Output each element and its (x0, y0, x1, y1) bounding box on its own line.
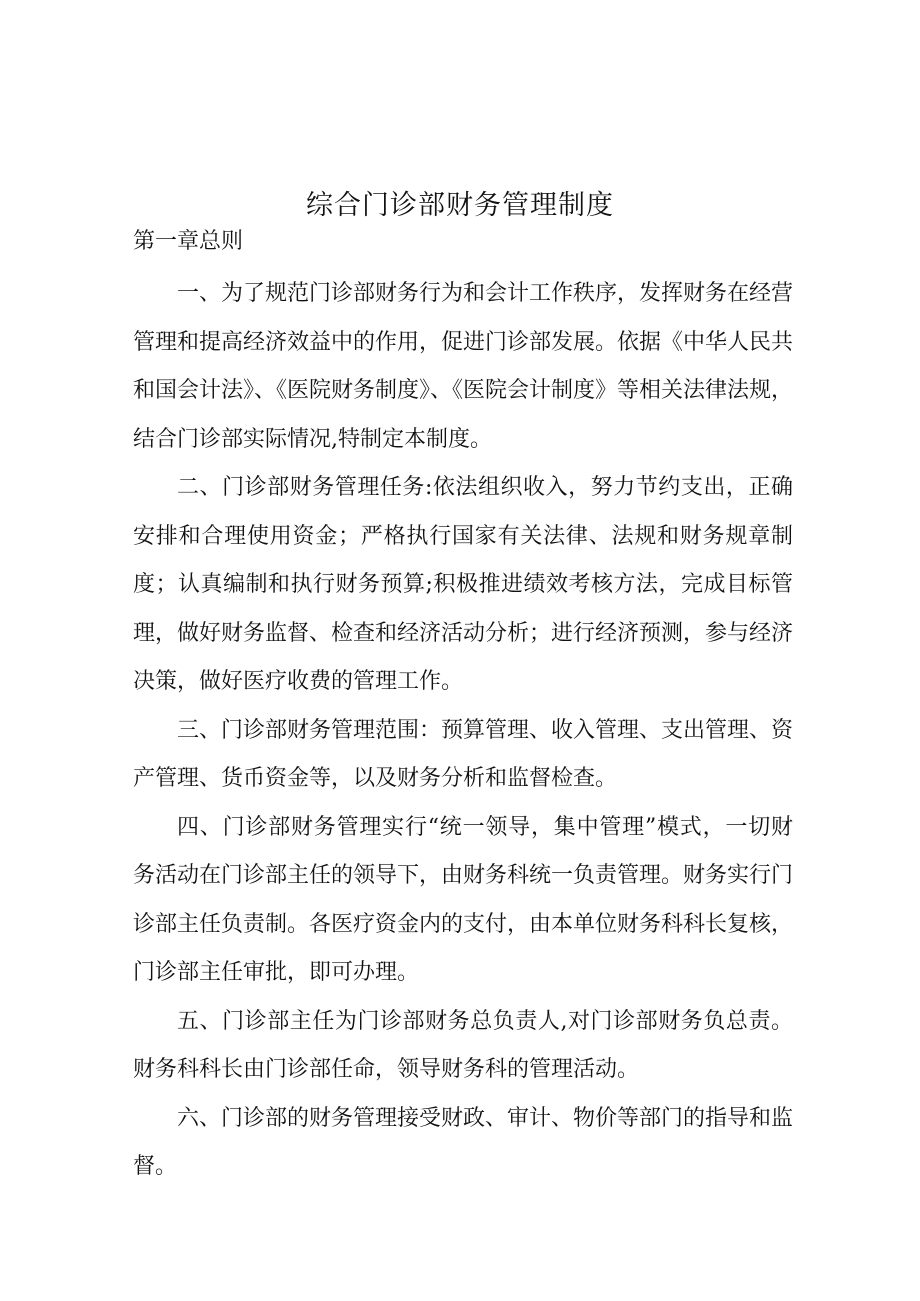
paragraph-2: 二、门诊部财务管理任务:依法组织收入，努力节约支出，正确安排和合理使用资金；严格执行国家有关法律、法规和财务规章制度；认真编制和执行财务预算;积极推进绩效考核方法，完成目标管理，做好财务监督、检查和经济活动分析；进行经济预测，参与经济决策，做好医疗收费的管理工作。 (133, 475, 794, 694)
chapter-heading: 第一章总则 (133, 229, 244, 254)
paragraph-1: 一、为了规范门诊部财务行为和会计工作秩序，发挥财务在经营管理和提高经济效益中的作用，促进门诊部发展。依据《中华人民共和国会计法》、《医院财务制度》、《医院会计制度》等相关法律法规，结合门诊部实际情况,特制定本制度。 (133, 281, 794, 452)
document-body (133, 270, 793, 1192)
page-title: 综合门诊部财务管理制度 (306, 190, 614, 222)
paragraph-3: 三、门诊部财务管理范围：预算管理、收入管理、支出管理、资产管理、货币资金等，以及财务分析和监督检查。 (133, 717, 794, 791)
paragraph-6: 六、门诊部的财务管理接受财政、审计、物价等部门的指导和监督。 (133, 1105, 794, 1179)
paragraph-5: 五、门诊部主任为门诊部财务总负责人,对门诊部财务负总责。财务科科长由门诊部任命，领导财务科的管理活动。 (133, 1008, 793, 1082)
paragraph-4: 四、门诊部财务管理实行“统一领导，集中管理”模式，一切财务活动在门诊部主任的领导下，由财务科统一负责管理。财务实行门诊部主任负责制。各医疗资金内的支付，由本单位财务科科长复核，门诊部主任审批，即可办理。 (133, 814, 794, 985)
